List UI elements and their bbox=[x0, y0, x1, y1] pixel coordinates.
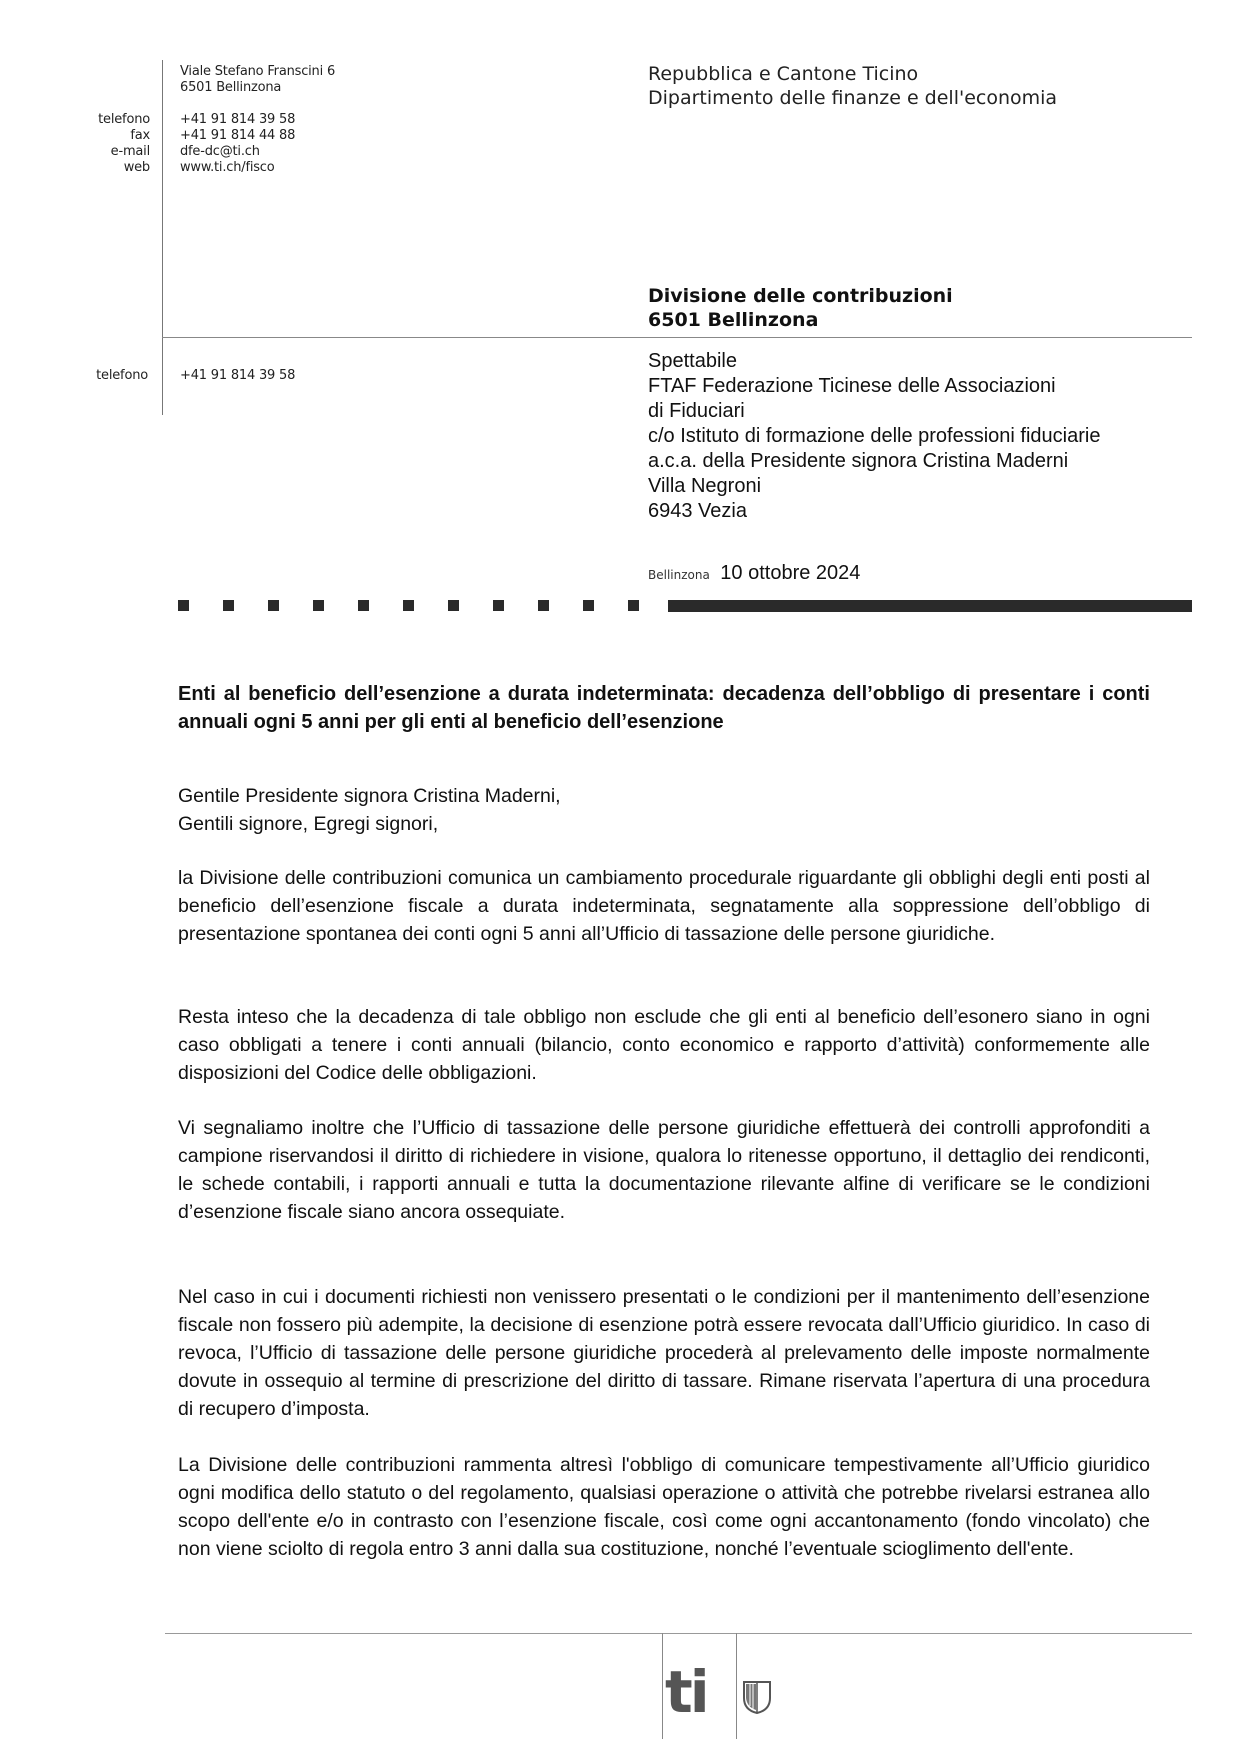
recipient-line: Spettabile bbox=[648, 350, 737, 372]
body-paragraph: la Divisione delle contribuzioni comunica un cambiamento procedurale riguardante gli obblighi degli enti posti al beneficio dell’esenzione fiscale a durata indeterminata, segnatamente alla soppressione dell’obbligo di presentazione spontanea dei conti ogni 5 anni all’Ufficio di tassazione delle persone giuridiche. bbox=[178, 867, 1150, 945]
sender-city: 6501 Bellinzona bbox=[180, 80, 282, 95]
canton-logo: ti bbox=[665, 1658, 707, 1726]
body-paragraph: Nel caso in cui i documenti richiesti non venissero presentati o le condizioni per il mantenimento dell’esenzione fiscale non fossero più adempite, la decisione di esenzione potrà essere revocata dall’Ufficio giuridico. In caso di revoca, l’Ufficio di tassazione delle persone giuridiche procederà al prelevamento delle imposte normalmente dovute in ossequio al termine di prescrizione del diritto di tassare. Rimane riservata l’apertura di una procedura di recupero d’imposta. bbox=[178, 1286, 1150, 1420]
letter-subject: Enti al beneficio dell’esenzione a durata indeterminata: decadenza dell’obbligo di presentare i conti annuali ogni 5 anni per gli enti al beneficio dell’esenzione bbox=[178, 683, 1150, 733]
salutation-line: Gentili signore, Egregi signori, bbox=[178, 813, 439, 835]
phone-label: telefono bbox=[98, 112, 150, 127]
recipient-address bbox=[648, 349, 1100, 524]
divider-bar bbox=[668, 600, 1192, 612]
email-label: e-mail bbox=[110, 144, 150, 159]
body-paragraph: La Divisione delle contribuzioni rammenta altresì l'obbligo di comunicare tempestivamente all’Ufficio giuridico ogni modifica dello statuto o del regolamento, qualsiasi operazione o attività che potrebbe rivelarsi estranea allo scopo dell'ente e/o in contrasto con l’esenzione fiscale, così come ogni accantonamento (fondo vincolato) che non viene sciolto di regola entro 3 anni dalla sua costituzione, nonché l’eventuale scioglimento dell'ente. bbox=[178, 1454, 1150, 1560]
header-horizontal-rule bbox=[162, 337, 1192, 338]
salutation-line: Gentile Presidente signora Cristina Maderni, bbox=[178, 785, 561, 807]
web-label: web bbox=[123, 160, 150, 175]
fax-label: fax bbox=[130, 128, 150, 143]
footer-vline-left bbox=[662, 1633, 663, 1739]
body-paragraph: Resta inteso che la decadenza di tale obbligo non esclude che gli enti al beneficio dell’esonero siano in ogni caso obbligati a tenere i conti annuali (bilancio, conto economico e rapporto d’attività) conformemente alle disposizioni del Codice delle obbligazioni. bbox=[178, 1006, 1150, 1084]
sender-street: Viale Stefano Franscini 6 bbox=[180, 64, 336, 79]
recipient-line: 6943 Vezia bbox=[648, 500, 747, 522]
division-phone-value: +41 91 814 39 58 bbox=[180, 368, 296, 383]
footer-vline-mid bbox=[736, 1633, 737, 1739]
division-city: 6501 Bellinzona bbox=[648, 309, 819, 331]
web-value: www.ti.ch/fisco bbox=[180, 160, 275, 175]
date-line bbox=[648, 562, 860, 585]
authority-line1: Repubblica e Cantone Ticino bbox=[648, 63, 919, 85]
division-phone-label: telefono bbox=[96, 368, 148, 383]
date-place: Bellinzona bbox=[648, 568, 710, 582]
canton-shield-icon bbox=[742, 1680, 772, 1719]
fax-value: +41 91 814 44 88 bbox=[180, 128, 296, 143]
date-value: 10 ottobre 2024 bbox=[720, 562, 861, 584]
header-vertical-rule bbox=[162, 60, 163, 415]
recipient-line: di Fiduciari bbox=[648, 400, 745, 422]
recipient-line: c/o Istituto di formazione delle professioni fiduciarie bbox=[648, 425, 1101, 447]
body-paragraph: Vi segnaliamo inoltre che l’Ufficio di tassazione delle persone giuridiche effettuerà dei controlli approfonditi a campione riservandosi il diritto di richiedere in visione, qualora lo ritenesse opportuno, il dettaglio dei rendiconti, le schede contabili, i rapporti annuali e tutta la documentazione rilevante alfine di verificare se le condizioni d’esenzione fiscale siano ancora ossequiate. bbox=[178, 1117, 1150, 1223]
division-name: Divisione delle contribuzioni bbox=[648, 285, 953, 307]
recipient-line: FTAF Federazione Ticinese delle Associazioni bbox=[648, 375, 1056, 397]
phone-value: +41 91 814 39 58 bbox=[180, 112, 296, 127]
authority-line2: Dipartimento delle finanze e dell'economia bbox=[648, 87, 1058, 109]
footer-rule bbox=[165, 1633, 1192, 1634]
recipient-line: a.c.a. della Presidente signora Cristina Maderni bbox=[648, 450, 1069, 472]
recipient-line: Villa Negroni bbox=[648, 475, 762, 497]
email-value: dfe-dc@ti.ch bbox=[180, 144, 260, 159]
